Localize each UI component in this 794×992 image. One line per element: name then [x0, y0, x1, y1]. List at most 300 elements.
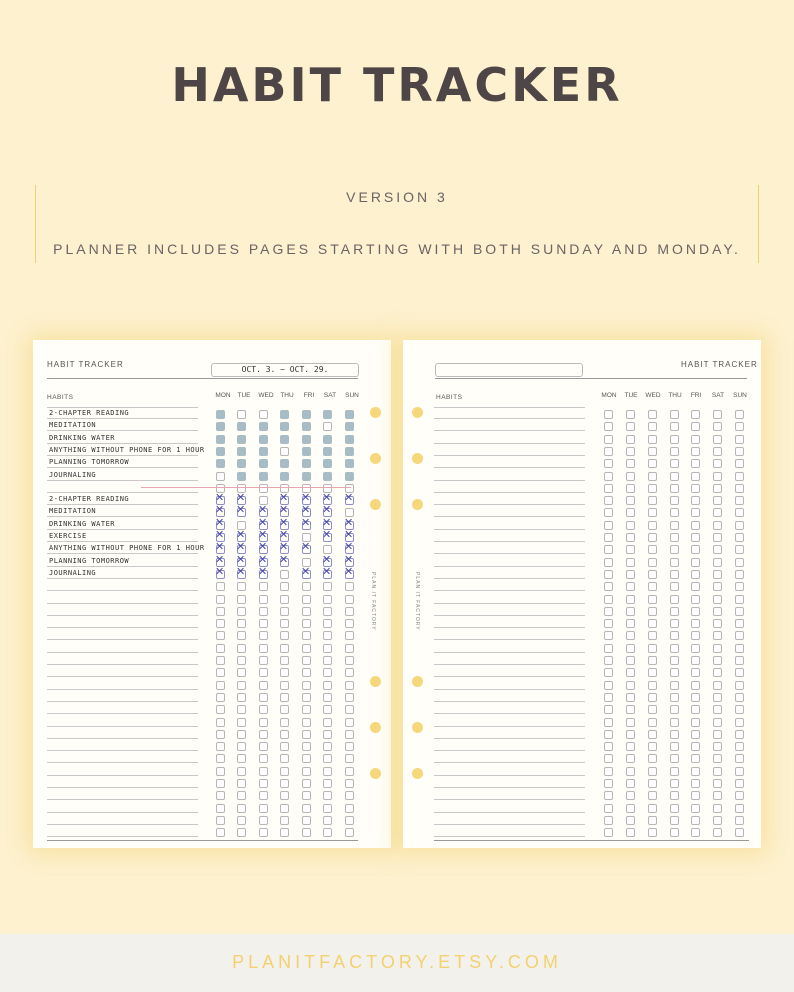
habit-checkbox[interactable] [670, 508, 679, 517]
habit-checkbox[interactable] [691, 791, 700, 800]
habit-checkbox[interactable] [648, 779, 657, 788]
habit-checkbox[interactable] [237, 619, 246, 628]
habit-checkbox[interactable] [691, 681, 700, 690]
habit-checkbox[interactable] [280, 791, 289, 800]
habit-checkbox[interactable] [604, 533, 613, 542]
habit-checkbox[interactable] [648, 558, 657, 567]
habit-checkbox[interactable] [691, 410, 700, 419]
habit-checkbox[interactable] [713, 681, 722, 690]
habit-checkbox[interactable] [280, 718, 289, 727]
habit-checkbox[interactable] [236, 541, 246, 554]
habit-checkbox[interactable] [259, 705, 268, 714]
habit-checkbox[interactable] [302, 804, 311, 813]
habit-checkbox[interactable] [626, 742, 635, 751]
habit-checkbox[interactable] [670, 804, 679, 813]
habit-checkbox[interactable] [735, 447, 744, 456]
habit-checkbox[interactable] [626, 582, 635, 591]
habit-checkbox[interactable] [604, 718, 613, 727]
habit-checkbox[interactable] [237, 718, 246, 727]
habit-checkbox[interactable] [345, 644, 354, 653]
habit-checkbox[interactable] [713, 508, 722, 517]
habit-checkbox[interactable] [216, 447, 225, 456]
habit-checkbox[interactable] [626, 570, 635, 579]
habit-checkbox[interactable] [626, 693, 635, 702]
habit-checkbox[interactable] [670, 816, 679, 825]
habit-checkbox[interactable] [713, 422, 722, 431]
habit-checkbox[interactable] [323, 730, 332, 739]
habit-checkbox[interactable] [670, 693, 679, 702]
habit-checkbox[interactable] [713, 619, 722, 628]
habit-checkbox[interactable] [604, 484, 613, 493]
habit-checkbox[interactable] [648, 828, 657, 837]
habit-checkbox[interactable] [691, 718, 700, 727]
habit-checkbox[interactable] [648, 791, 657, 800]
habit-checkbox[interactable] [259, 693, 268, 702]
habit-checkbox[interactable] [604, 447, 613, 456]
habit-checkbox[interactable] [237, 459, 246, 468]
habit-checkbox[interactable] [280, 828, 289, 837]
habit-checkbox[interactable] [344, 565, 354, 579]
habit-checkbox[interactable] [302, 435, 311, 444]
habit-checkbox[interactable] [280, 816, 289, 825]
habit-checkbox[interactable] [691, 595, 700, 604]
habit-checkbox[interactable] [648, 595, 657, 604]
habit-checkbox[interactable] [302, 595, 311, 604]
habit-checkbox[interactable] [237, 804, 246, 813]
habit-checkbox[interactable] [648, 447, 657, 456]
habit-checkbox[interactable] [735, 545, 744, 554]
habit-checkbox[interactable] [345, 816, 354, 825]
habit-checkbox[interactable] [735, 631, 744, 640]
habit-checkbox[interactable] [258, 565, 268, 579]
habit-checkbox[interactable] [323, 668, 332, 677]
habit-checkbox[interactable] [302, 681, 311, 690]
habit-checkbox[interactable] [323, 631, 332, 640]
habit-checkbox[interactable] [236, 565, 246, 579]
habit-checkbox[interactable] [216, 779, 225, 788]
habit-checkbox[interactable] [280, 619, 289, 628]
habit-checkbox[interactable] [236, 504, 246, 517]
habit-checkbox[interactable] [259, 718, 268, 727]
habit-checkbox[interactable] [323, 705, 332, 714]
habit-checkbox[interactable] [626, 607, 635, 616]
habit-checkbox[interactable] [604, 631, 613, 640]
habit-checkbox[interactable] [302, 459, 311, 468]
habit-checkbox[interactable] [216, 422, 225, 431]
habit-checkbox[interactable] [713, 496, 722, 505]
habit-checkbox[interactable] [626, 459, 635, 468]
habit-checkbox[interactable] [648, 619, 657, 628]
habit-checkbox[interactable] [713, 484, 722, 493]
habit-checkbox[interactable] [670, 644, 679, 653]
habit-checkbox[interactable] [735, 558, 744, 567]
habit-checkbox[interactable] [735, 804, 744, 813]
habit-checkbox[interactable] [259, 668, 268, 677]
habit-checkbox[interactable] [648, 422, 657, 431]
habit-checkbox[interactable] [626, 705, 635, 714]
habit-checkbox[interactable] [691, 570, 700, 579]
habit-checkbox[interactable] [302, 644, 311, 653]
habit-checkbox[interactable] [215, 565, 225, 579]
habit-checkbox[interactable] [735, 619, 744, 628]
habit-checkbox[interactable] [691, 767, 700, 776]
habit-checkbox[interactable] [302, 668, 311, 677]
habit-checkbox[interactable] [323, 644, 332, 653]
habit-checkbox[interactable] [259, 754, 268, 763]
habit-checkbox[interactable] [322, 529, 332, 542]
habit-checkbox[interactable] [735, 791, 744, 800]
habit-checkbox[interactable] [670, 484, 679, 493]
habit-checkbox[interactable] [604, 681, 613, 690]
habit-checkbox[interactable] [713, 459, 722, 468]
habit-checkbox[interactable] [237, 791, 246, 800]
habit-checkbox[interactable] [604, 595, 613, 604]
habit-checkbox[interactable] [735, 508, 744, 517]
habit-checkbox[interactable] [604, 742, 613, 751]
habit-checkbox[interactable] [280, 582, 289, 591]
habit-checkbox[interactable] [259, 595, 268, 604]
habit-checkbox[interactable] [670, 631, 679, 640]
habit-checkbox[interactable] [691, 447, 700, 456]
habit-checkbox[interactable] [302, 730, 311, 739]
habit-checkbox[interactable] [735, 459, 744, 468]
habit-checkbox[interactable] [344, 492, 354, 505]
habit-checkbox[interactable] [259, 681, 268, 690]
habit-checkbox[interactable] [345, 779, 354, 788]
habit-checkbox[interactable] [670, 718, 679, 727]
habit-checkbox[interactable] [237, 582, 246, 591]
habit-checkbox[interactable] [302, 693, 311, 702]
habit-checkbox[interactable] [237, 656, 246, 665]
habit-checkbox[interactable] [604, 410, 613, 419]
habit-checkbox[interactable] [735, 533, 744, 542]
habit-checkbox[interactable] [626, 435, 635, 444]
habit-checkbox[interactable] [670, 435, 679, 444]
habit-checkbox[interactable] [323, 828, 332, 837]
habit-checkbox[interactable] [216, 681, 225, 690]
habit-checkbox[interactable] [713, 447, 722, 456]
habit-checkbox[interactable] [301, 516, 311, 530]
habit-checkbox[interactable] [626, 828, 635, 837]
habit-checkbox[interactable] [302, 779, 311, 788]
habit-checkbox[interactable] [713, 521, 722, 530]
habit-checkbox[interactable] [345, 459, 354, 468]
habit-checkbox[interactable] [670, 472, 679, 481]
habit-checkbox[interactable] [302, 582, 311, 591]
habit-checkbox[interactable] [691, 521, 700, 530]
habit-checkbox[interactable] [626, 521, 635, 530]
habit-checkbox[interactable] [735, 496, 744, 505]
habit-checkbox[interactable] [648, 656, 657, 665]
habit-checkbox[interactable] [216, 767, 225, 776]
habit-checkbox[interactable] [345, 767, 354, 776]
habit-checkbox[interactable] [237, 435, 246, 444]
habit-checkbox[interactable] [735, 693, 744, 702]
habit-checkbox[interactable] [604, 754, 613, 763]
habit-checkbox[interactable] [648, 459, 657, 468]
habit-checkbox[interactable] [670, 582, 679, 591]
habit-checkbox[interactable] [604, 693, 613, 702]
habit-checkbox[interactable] [345, 472, 354, 481]
habit-checkbox[interactable] [713, 435, 722, 444]
habit-checkbox[interactable] [713, 558, 722, 567]
habit-checkbox[interactable] [626, 508, 635, 517]
habit-checkbox[interactable] [302, 767, 311, 776]
habit-checkbox[interactable] [670, 742, 679, 751]
habit-checkbox[interactable] [237, 595, 246, 604]
habit-checkbox[interactable] [670, 545, 679, 554]
habit-checkbox[interactable] [259, 791, 268, 800]
habit-checkbox[interactable] [259, 435, 268, 444]
habit-checkbox[interactable] [735, 754, 744, 763]
habit-checkbox[interactable] [713, 595, 722, 604]
habit-checkbox[interactable] [735, 730, 744, 739]
habit-checkbox[interactable] [691, 816, 700, 825]
habit-checkbox[interactable] [713, 730, 722, 739]
habit-checkbox[interactable] [691, 545, 700, 554]
habit-checkbox[interactable] [735, 484, 744, 493]
habit-checkbox[interactable] [691, 656, 700, 665]
habit-checkbox[interactable] [259, 472, 268, 481]
habit-checkbox[interactable] [648, 521, 657, 530]
habit-checkbox[interactable] [345, 730, 354, 739]
habit-checkbox[interactable] [216, 804, 225, 813]
habit-checkbox[interactable] [345, 791, 354, 800]
habit-checkbox[interactable] [280, 459, 289, 468]
habit-checkbox[interactable] [604, 816, 613, 825]
habit-checkbox[interactable] [323, 804, 332, 813]
habit-checkbox[interactable] [604, 668, 613, 677]
habit-checkbox[interactable] [237, 681, 246, 690]
habit-checkbox[interactable] [626, 472, 635, 481]
habit-checkbox[interactable] [237, 705, 246, 714]
habit-checkbox[interactable] [691, 422, 700, 431]
habit-checkbox[interactable] [713, 582, 722, 591]
habit-checkbox[interactable] [670, 521, 679, 530]
habit-checkbox[interactable] [302, 631, 311, 640]
habit-checkbox[interactable] [691, 804, 700, 813]
habit-checkbox[interactable] [626, 533, 635, 542]
habit-checkbox[interactable] [670, 447, 679, 456]
habit-checkbox[interactable] [648, 693, 657, 702]
habit-checkbox[interactable] [323, 459, 332, 468]
habit-checkbox[interactable] [670, 754, 679, 763]
habit-checkbox[interactable] [670, 558, 679, 567]
habit-checkbox[interactable] [237, 742, 246, 751]
habit-checkbox[interactable] [626, 558, 635, 567]
habit-checkbox[interactable] [604, 496, 613, 505]
habit-checkbox[interactable] [735, 422, 744, 431]
habit-checkbox[interactable] [259, 582, 268, 591]
habit-checkbox[interactable] [626, 681, 635, 690]
habit-checkbox[interactable] [216, 816, 225, 825]
habit-checkbox[interactable] [604, 607, 613, 616]
habit-checkbox[interactable] [345, 681, 354, 690]
habit-checkbox[interactable] [648, 631, 657, 640]
habit-checkbox[interactable] [648, 582, 657, 591]
habit-checkbox[interactable] [345, 447, 354, 456]
habit-checkbox[interactable] [323, 595, 332, 604]
habit-checkbox[interactable] [345, 828, 354, 837]
habit-checkbox[interactable] [604, 558, 613, 567]
habit-checkbox[interactable] [216, 459, 225, 468]
habit-checkbox[interactable] [670, 828, 679, 837]
habit-checkbox[interactable] [237, 767, 246, 776]
habit-checkbox[interactable] [713, 779, 722, 788]
habit-checkbox[interactable] [302, 742, 311, 751]
habit-checkbox[interactable] [691, 484, 700, 493]
habit-checkbox[interactable] [323, 619, 332, 628]
habit-checkbox[interactable] [604, 435, 613, 444]
habit-checkbox[interactable] [670, 496, 679, 505]
habit-checkbox[interactable] [323, 754, 332, 763]
habit-checkbox[interactable] [735, 570, 744, 579]
habit-checkbox[interactable] [259, 410, 268, 419]
habit-checkbox[interactable] [626, 791, 635, 800]
habit-checkbox[interactable] [237, 668, 246, 677]
habit-checkbox[interactable] [280, 607, 289, 616]
habit-checkbox[interactable] [301, 541, 311, 554]
habit-checkbox[interactable] [280, 779, 289, 788]
habit-checkbox[interactable] [302, 422, 311, 431]
habit-checkbox[interactable] [691, 754, 700, 763]
habit-checkbox[interactable] [713, 705, 722, 714]
habit-checkbox[interactable] [216, 656, 225, 665]
habit-checkbox[interactable] [735, 435, 744, 444]
habit-checkbox[interactable] [626, 447, 635, 456]
habit-checkbox[interactable] [713, 410, 722, 419]
habit-checkbox[interactable] [691, 582, 700, 591]
habit-checkbox[interactable] [670, 730, 679, 739]
habit-checkbox[interactable] [216, 582, 225, 591]
habit-checkbox[interactable] [237, 754, 246, 763]
habit-checkbox[interactable] [259, 730, 268, 739]
habit-checkbox[interactable] [735, 816, 744, 825]
habit-checkbox[interactable] [345, 631, 354, 640]
habit-checkbox[interactable] [259, 484, 268, 493]
habit-checkbox[interactable] [604, 804, 613, 813]
habit-checkbox[interactable] [323, 656, 332, 665]
habit-checkbox[interactable] [302, 410, 311, 419]
habit-checkbox[interactable] [280, 656, 289, 665]
habit-checkbox[interactable] [216, 754, 225, 763]
habit-checkbox[interactable] [713, 804, 722, 813]
habit-checkbox[interactable] [648, 681, 657, 690]
habit-checkbox[interactable] [215, 541, 225, 554]
habit-checkbox[interactable] [670, 779, 679, 788]
habit-checkbox[interactable] [259, 816, 268, 825]
habit-checkbox[interactable] [691, 496, 700, 505]
habit-checkbox[interactable] [216, 472, 225, 481]
habit-checkbox[interactable] [302, 828, 311, 837]
habit-checkbox[interactable] [626, 718, 635, 727]
habit-checkbox[interactable] [259, 656, 268, 665]
habit-checkbox[interactable] [648, 545, 657, 554]
habit-checkbox[interactable] [648, 705, 657, 714]
habit-checkbox[interactable] [626, 767, 635, 776]
habit-checkbox[interactable] [345, 410, 354, 419]
habit-checkbox[interactable] [670, 767, 679, 776]
habit-checkbox[interactable] [279, 553, 289, 567]
habit-checkbox[interactable] [237, 816, 246, 825]
habit-checkbox[interactable] [691, 668, 700, 677]
habit-checkbox[interactable] [735, 828, 744, 837]
habit-checkbox[interactable] [604, 644, 613, 653]
habit-checkbox[interactable] [345, 582, 354, 591]
habit-checkbox[interactable] [280, 595, 289, 604]
habit-checkbox[interactable] [713, 754, 722, 763]
habit-checkbox[interactable] [713, 693, 722, 702]
habit-checkbox[interactable] [648, 644, 657, 653]
habit-checkbox[interactable] [604, 619, 613, 628]
habit-checkbox[interactable] [713, 656, 722, 665]
habit-checkbox[interactable] [626, 804, 635, 813]
habit-checkbox[interactable] [735, 582, 744, 591]
habit-checkbox[interactable] [323, 607, 332, 616]
habit-checkbox[interactable] [648, 742, 657, 751]
date-range-field[interactable]: OCT. 3. ~ OCT. 29. [211, 363, 359, 377]
habit-checkbox[interactable] [216, 718, 225, 727]
habit-checkbox[interactable] [216, 619, 225, 628]
habit-checkbox[interactable] [648, 472, 657, 481]
habit-checkbox[interactable] [323, 779, 332, 788]
habit-checkbox[interactable] [216, 631, 225, 640]
habit-checkbox[interactable] [691, 828, 700, 837]
habit-checkbox[interactable] [691, 644, 700, 653]
habit-checkbox[interactable] [713, 791, 722, 800]
habit-checkbox[interactable] [735, 607, 744, 616]
habit-checkbox[interactable] [280, 435, 289, 444]
habit-checkbox[interactable] [604, 521, 613, 530]
habit-checkbox[interactable] [216, 410, 225, 419]
habit-checkbox[interactable] [626, 496, 635, 505]
habit-checkbox[interactable] [237, 644, 246, 653]
habit-checkbox[interactable] [648, 508, 657, 517]
habit-checkbox[interactable] [648, 767, 657, 776]
habit-checkbox[interactable] [648, 496, 657, 505]
habit-checkbox[interactable] [302, 607, 311, 616]
date-range-field[interactable] [435, 363, 583, 377]
habit-checkbox[interactable] [280, 681, 289, 690]
habit-checkbox[interactable] [691, 779, 700, 788]
habit-checkbox[interactable] [691, 705, 700, 714]
habit-checkbox[interactable] [345, 422, 354, 431]
habit-checkbox[interactable] [713, 816, 722, 825]
habit-checkbox[interactable] [259, 742, 268, 751]
habit-checkbox[interactable] [237, 422, 246, 431]
habit-checkbox[interactable] [691, 472, 700, 481]
habit-checkbox[interactable] [237, 631, 246, 640]
habit-checkbox[interactable] [259, 619, 268, 628]
habit-checkbox[interactable] [259, 631, 268, 640]
habit-checkbox[interactable] [216, 644, 225, 653]
habit-checkbox[interactable] [279, 541, 289, 554]
habit-checkbox[interactable] [604, 582, 613, 591]
habit-checkbox[interactable] [713, 828, 722, 837]
habit-checkbox[interactable] [713, 631, 722, 640]
habit-checkbox[interactable] [691, 508, 700, 517]
habit-checkbox[interactable] [648, 754, 657, 763]
habit-checkbox[interactable] [259, 804, 268, 813]
habit-checkbox[interactable] [713, 742, 722, 751]
habit-checkbox[interactable] [648, 435, 657, 444]
habit-checkbox[interactable] [691, 459, 700, 468]
habit-checkbox[interactable] [713, 668, 722, 677]
habit-checkbox[interactable] [280, 410, 289, 419]
habit-checkbox[interactable] [735, 705, 744, 714]
habit-checkbox[interactable] [259, 828, 268, 837]
habit-checkbox[interactable] [648, 607, 657, 616]
